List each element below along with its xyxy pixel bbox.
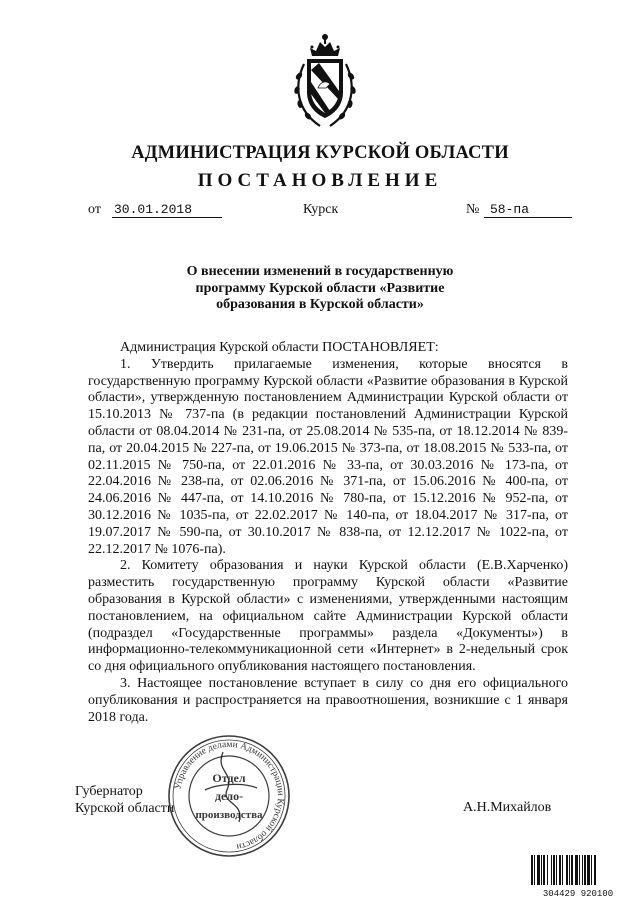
paragraph-1: 1. Утвердить прилагаемые изменения, которые вносятся в государственную программу Курской области «Развитие образования в Курской области», утвержденную постановлением Администрации Курской области от 15.10.2013 № 737-па (в редакции постановлений Администрации Курской области от 08.04.2014 № 231-па, от 25.08.2014 № 535-па, от 18.12.2014 № 839-па, от 20.04.2015 № 227-па, от 19.06.2015 № 373-па, от 18.08.2015 № 533-па, от 02.11.2015 № 750-па, от 22.01.2016 № 33-па, от 30.03.2016 № 173-па, от 22.04.2016 № 238-па, от 02.06.2016 № 371-па, от 15.06.2016 № 400-па, от 24.06.2016 № 447-па, от 14.10.2016 № 780-па, от 15.12.2016 № 952-па, от 30.12.2016 № 1035-па, от 22.02.2017 № 140-па, от 18.04.2017 № 317-па, от 19.07.2017 № 590-па, от 30.10.2017 № 838-па, от 12.12.2017 № 1022-па, от 22.12.2017 № 1076-па).	[88, 356, 568, 557]
paragraph-2: 2. Комитету образования и науки Курской области (Е.В.Харченко) разместить государственную программу Курской области «Развитие образования в Курской области» с изменениями, утвержденными настоящим постановлением, на официальном сайте Администрации Курской области (подраздел «Государственные программы» раздела «Документы») в информационно-телекоммуникационной сети «Интернет» в 2-недельный срок со дня официального опубликования настоящего постановления.	[88, 558, 568, 675]
stamp-line-2: дело-	[214, 789, 244, 803]
document-body	[88, 340, 568, 726]
number-value: 58-па	[484, 202, 572, 218]
city-label: Курск	[303, 202, 339, 217]
barcode-bar	[556, 855, 557, 885]
stamp-outer-text: Управление делами Администрации Курской области	[173, 739, 286, 852]
organization-heading: АДМИНИСТРАЦИЯ КУРСКОЙ ОБЛАСТИ	[131, 143, 509, 163]
date-value: 30.01.2018	[112, 202, 222, 218]
signatory-title-line1: Губернатор	[75, 784, 143, 799]
barcode-bar	[579, 855, 580, 885]
signatory-name: А.Н.Михайлов	[463, 800, 552, 815]
barcode-bar	[547, 855, 548, 885]
barcode-bar	[582, 855, 583, 885]
stamp-line-1: Отдел	[212, 771, 246, 785]
barcode-bar	[537, 855, 540, 885]
barcode-bar	[551, 855, 552, 885]
barcode-bar	[531, 855, 533, 885]
barcode-bar	[541, 855, 542, 885]
barcode	[530, 855, 626, 899]
barcode-bar	[584, 855, 586, 885]
barcode-bar	[566, 855, 568, 885]
date-label: от	[88, 202, 101, 217]
signatory-title-line2: Курской области	[75, 801, 175, 816]
paragraph-3: 3. Настоящее постановление вступает в силу со дня его официального опубликования и распространяется на правоотношения, возникшие с 1 января 2018 года.	[88, 675, 568, 725]
resolution-lead: Администрация Курской области ПОСТАНОВЛЯЕТ:	[120, 340, 439, 355]
barcode-bar	[553, 855, 555, 885]
barcode-number: 304429 920100	[542, 889, 614, 899]
barcode-bar	[594, 855, 596, 885]
signatory-title	[75, 783, 174, 817]
barcode-bar	[571, 855, 573, 885]
barcode-bar	[569, 855, 570, 885]
barcode-bar	[575, 855, 578, 885]
barcode-bar	[559, 855, 561, 885]
office-stamp	[165, 732, 293, 860]
document-type-heading: ПОСТАНОВЛЕНИЕ	[197, 170, 443, 191]
barcode-bar	[587, 855, 590, 885]
barcode-bars	[530, 855, 626, 885]
barcode-bar	[591, 855, 592, 885]
barcode-bar	[534, 855, 535, 885]
document-subject: О внесении изменений в государственную программу Курской области «Развитие образования в Курской области»	[186, 264, 454, 312]
number-label: №	[466, 202, 480, 217]
barcode-bar	[562, 855, 563, 885]
barcode-bar	[543, 855, 545, 885]
coat-of-arms-emblem	[290, 30, 360, 130]
stamp-line-3: производства	[195, 809, 263, 821]
